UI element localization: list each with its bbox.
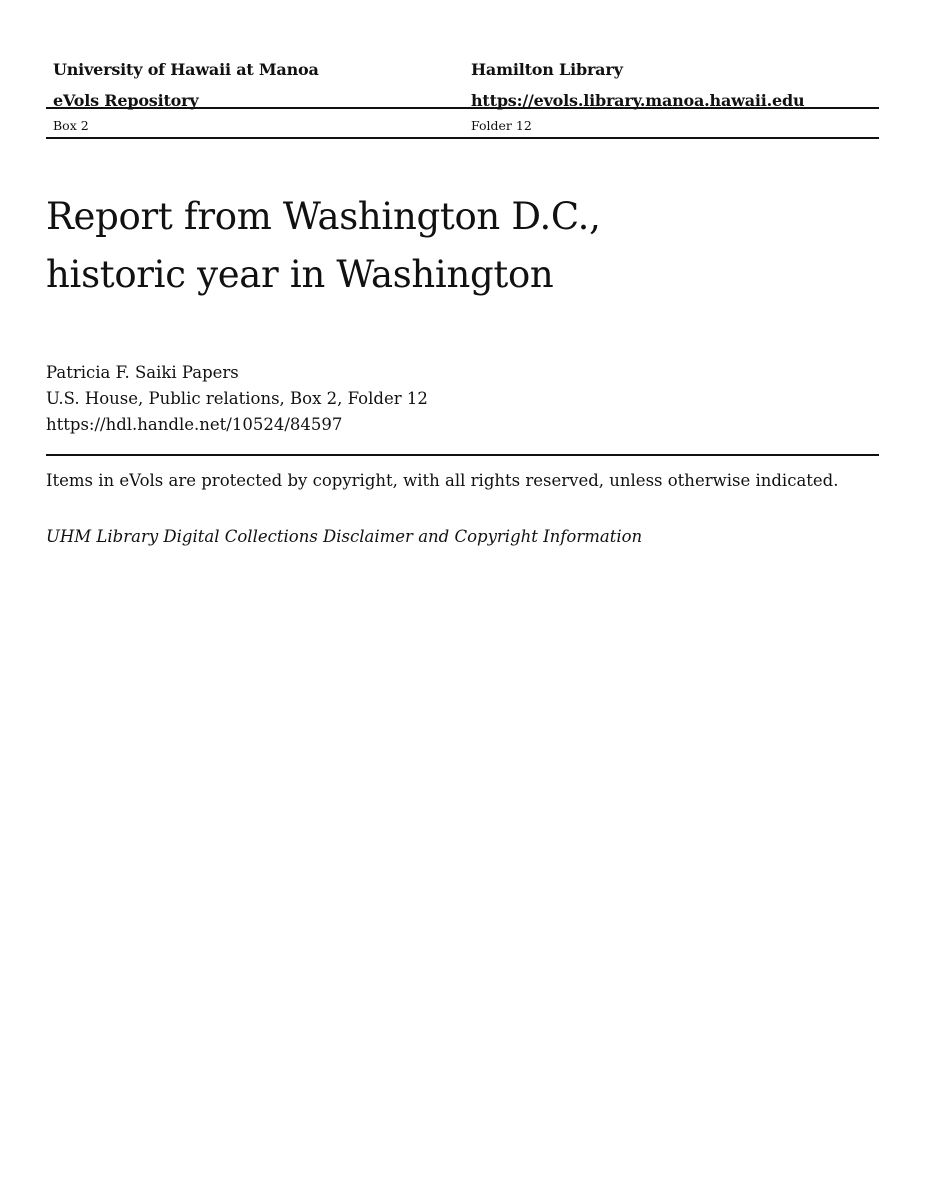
metadata-divider <box>46 454 879 456</box>
copyright-notice: Items in eVols are protected by copyright, with all rights reserved, unless otherwise indicated. <box>46 471 839 490</box>
title-line-1: Report from Washington D.C., <box>46 195 601 238</box>
collection-name: Patricia F. Saiki Papers <box>46 363 239 382</box>
header-divider-top <box>46 107 879 109</box>
institution-name: University of Hawaii at Manoa <box>53 60 319 79</box>
item-location: U.S. House, Public relations, Box 2, Folder 12 <box>46 389 428 408</box>
repository-url[interactable]: https://evols.library.manoa.hawaii.edu <box>471 91 805 110</box>
library-name: Hamilton Library <box>471 60 623 79</box>
handle-link[interactable]: https://hdl.handle.net/10524/84597 <box>46 415 343 434</box>
repository-name: eVols Repository <box>53 91 199 110</box>
disclaimer-link[interactable]: UHM Library Digital Collections Disclaimer and Copyright Information <box>46 527 643 546</box>
item-metadata <box>46 360 428 438</box>
header-divider-bottom <box>46 137 879 139</box>
box-label: Box 2 <box>53 118 89 133</box>
folder-label: Folder 12 <box>471 118 532 133</box>
document-title <box>46 188 601 304</box>
title-line-2: historic year in Washington <box>46 253 554 296</box>
